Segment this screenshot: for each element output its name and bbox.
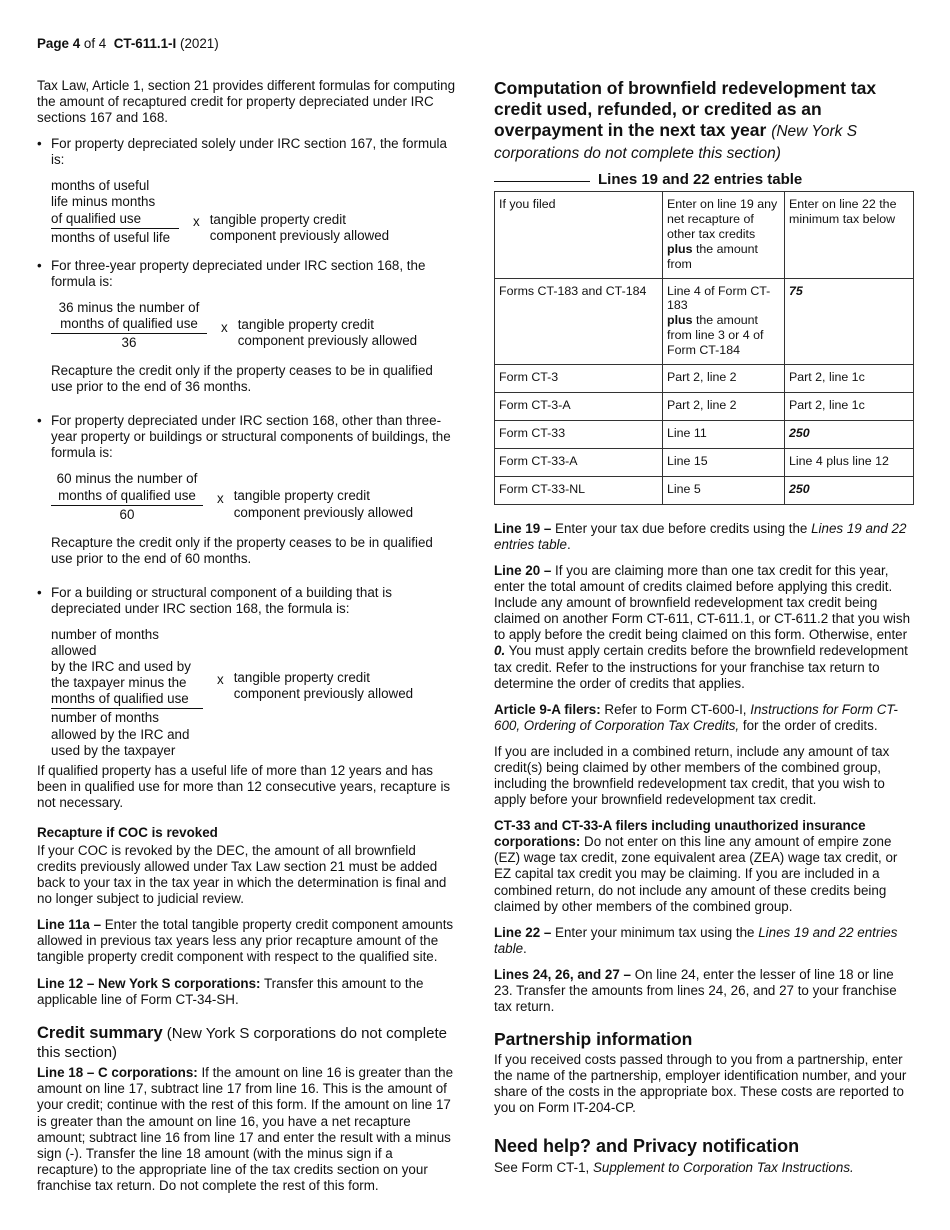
table-row: Form CT-3 Part 2, line 2 Part 2, line 1c: [495, 364, 914, 392]
need-help-paragraph: See Form CT-1, Supplement to Corporation Tax Instructions.: [494, 1159, 854, 1175]
formula-result: tangible property credit component previously allowed: [233, 488, 414, 520]
bullet-167: • For property depreciated solely under IRC section 167, the formula is:: [37, 136, 447, 168]
formula-36: [51, 300, 457, 351]
lines-24-26-27-paragraph: Lines 24, 26, and 27 – On line 24, enter the lesser of line 18 or line 23. Transfer the amounts from lines 24, 26, and 27 to your franchise tax return.: [494, 966, 897, 1014]
note-60-months: Recapture the credit only if the property ceases to be in qualified use prior to the end of 60 months.: [51, 534, 433, 566]
form-year: (2021): [179, 36, 219, 51]
entries-table: [494, 191, 914, 505]
formula-denominator: 60: [119, 506, 135, 522]
right-column: [494, 78, 914, 1186]
form-number: CT-611.1-I: [113, 36, 177, 51]
formula-result: tangible property credit component previously allowed: [233, 670, 414, 702]
combined-return-paragraph: If you are included in a combined return, include any amount of tax credit(s) being claimed by other members of the combined group, including the brownfield redevelopment tax credit, that you wish to apply before your brownfield redevelopment tax credit.: [494, 743, 890, 808]
table-row: Form CT-33-NL Line 5 250: [495, 476, 914, 504]
partnership-heading: Partnership information: [494, 1029, 693, 1050]
table-header-cell: If you filed: [495, 192, 663, 278]
qualified-paragraph: If qualified property has a useful life of more than 12 years and has been in qualified use for more than 12 consecutive years, recapture is not necessary.: [37, 762, 451, 810]
table-row: Form CT-3-A Part 2, line 2 Part 2, line 1c: [495, 392, 914, 420]
note-36-months: Recapture the credit only if the property ceases to be in qualified use prior to the end of 36 months.: [51, 363, 433, 395]
formula-result: tangible property credit component previously allowed: [237, 316, 418, 348]
table-header-cell: Enter on line 19 any net recapture of other tax credits plus the amount from: [663, 192, 785, 278]
table-row: Form CT-33-A Line 15 Line 4 plus line 12: [495, 448, 914, 476]
ct33-paragraph: CT-33 and CT-33-A filers including unauthorized insurance corporations: Do not enter on this line any amount of empire zone (EZ) wage tax credit, zone equivalent area (ZEA) wage tax credit, or EZ capital tax credit you may be claiming. If you are included in a combined return, do not include any amount of these credits being claimed by other members of the combined group.: [494, 818, 898, 914]
formula-denominator: number of months allowed by the IRC and used by the taxpayer: [51, 710, 190, 758]
formula-numerator: months of useful life minus months of qualified use: [51, 178, 179, 228]
table-header-row: [495, 192, 914, 278]
formula-result: tangible property credit component previously allowed: [209, 212, 390, 244]
formula-numerator: number of months allowed by the IRC and used by the taxpayer minus the months of qualified use: [51, 627, 203, 709]
formula-denominator: months of useful life: [51, 229, 171, 245]
formula-167: [51, 178, 457, 245]
table-header-cell: Enter on line 22 the minimum tax below: [785, 192, 914, 278]
formula-denominator: 36: [121, 335, 137, 351]
coc-heading: Recapture if COC is revoked: [37, 824, 218, 840]
table-row: Forms CT-183 and CT-184 Line 4 of Form CT-183 plus the amount from line 3 or 4 of Form CT-184 75: [495, 278, 914, 364]
page-number: Page 4: [37, 36, 81, 51]
bullet-other-168: • For property depreciated under IRC section 168, other than three-year property or buildings or structural components of buildings, the formula is:: [37, 413, 451, 461]
bullet-building: • For a building or structural component of a building that is depreciated under IRC section 168, the formula is:: [37, 584, 392, 616]
line-20-paragraph: Line 20 – If you are claiming more than one tax credit for this year, enter the total amount of credits claimed before applying this credit. Include any amount of brownfield redevelopment tax credit being claimed on another Form CT-611, CT-611.1, or CT-611.2 that you wish to apply before the credit being claimed on this form. Otherwise, enter 0. You must apply certain credits before the brownfield redevelopment tax credit. Refer to the instructions for your franchise tax return to determine the order of credits that applies.: [494, 563, 911, 691]
formula-60: [51, 471, 457, 522]
intro-paragraph: Tax Law, Article 1, section 21 provides different formulas for computing the amount of recaptured credit for property depreciated under IRC sections 167 and 168.: [37, 78, 456, 126]
bullet-three-year: • For three-year property depreciated under IRC section 168, the formula is:: [37, 257, 426, 289]
page-header: [37, 36, 219, 52]
article-9a-paragraph: Article 9-A filers: Refer to Form CT-600-I, Instructions for Form CT-600, Ordering of Corporation Tax Credits, for the order of credits.: [494, 701, 898, 733]
multiply-sign: x: [221, 319, 228, 335]
multiply-sign: x: [217, 491, 224, 507]
left-column: [37, 78, 457, 1204]
partnership-paragraph: If you received costs passed through to you from a partnership, enter the name of the partnership, employer identification number, and your share of the costs in the appropriate box. These costs are reported to you on Form IT-204-CP.: [494, 1052, 907, 1116]
multiply-sign: x: [193, 214, 200, 230]
credit-summary-heading: Credit summary (New York S corporations do not complete this section): [37, 1023, 447, 1062]
table-title: Lines 19 and 22 entries table: [598, 171, 914, 189]
formula-building: [51, 627, 457, 759]
need-help-heading: Need help? and Privacy notification: [494, 1136, 800, 1157]
multiply-sign: x: [217, 672, 224, 688]
coc-paragraph: If your COC is revoked by the DEC, the amount of all brownfield credits previously allowed under Tax Law section 21 must be added back to your tax in the tax year in which the determination is final and no longer subject to judicial review.: [37, 842, 447, 907]
computation-heading: Computation of brownfield redevelopment tax credit used, refunded, or credited as an overpayment in the next tax year (New York S corporations do not complete this section): [494, 78, 877, 162]
line-12-paragraph: Line 12 – New York S corporations: Transfer this amount to the applicable line of Form CT-34-SH.: [37, 975, 424, 1007]
line-11a-paragraph: Line 11a – Enter the total tangible property credit component amounts allowed in previous tax years less any prior recapture amount of the tangible property credit component with respect to the qualified site.: [37, 917, 454, 965]
formula-numerator: 60 minus the number of months of qualified use: [51, 471, 203, 505]
line-18-paragraph: Line 18 – C corporations: If the amount on line 16 is greater than the amount on line 17, subtract line 17 from line 16. This is the amount of your credit; continue with the rest of this form. If the amount on line 17 is greater than the amount on line 16, you have a net recapture amount; subtract line 16 from line 17 and enter the result with a minus sign (-). Transfer the line 18 amount (with the minus sign if a recapture) to the appropriate line of the tax credits section on your franchise tax return. Do not complete the rest of this form.: [37, 1065, 454, 1193]
formula-numerator: 36 minus the number of months of qualified use: [51, 300, 207, 334]
line-19-paragraph: Line 19 – Enter your tax due before credits using the Lines 19 and 22 entries table.: [494, 520, 907, 553]
page-total: of 4: [83, 36, 107, 51]
table-row: Form CT-33 Line 11 250: [495, 420, 914, 448]
line-22-paragraph: Line 22 – Enter your minimum tax using the Lines 19 and 22 entries table.: [494, 924, 898, 956]
